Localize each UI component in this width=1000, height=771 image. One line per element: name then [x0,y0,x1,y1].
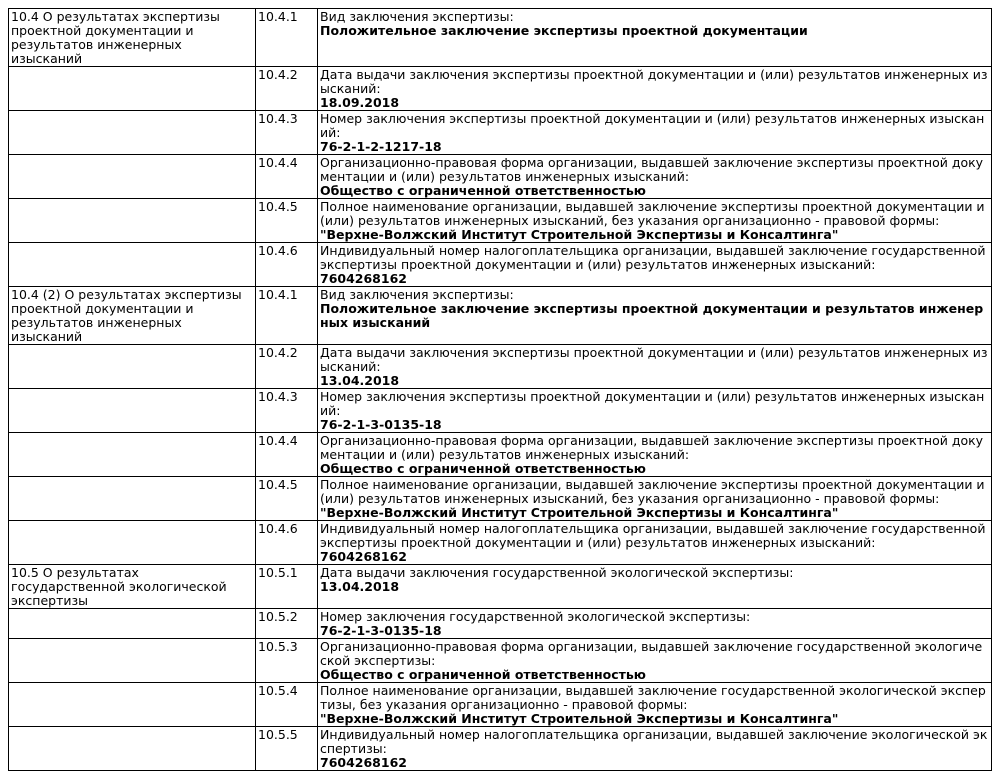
field-value: 7604268162 [320,271,407,286]
row-number-cell: 10.4.6 [256,243,318,287]
row-content-cell [318,111,992,155]
field-value: 13.04.2018 [320,579,400,594]
field-value: 18.09.2018 [320,95,400,110]
field-value: Общество с ограниченной ответственностью [320,461,646,476]
field-value: Общество с ограниченной ответственностью [320,667,646,682]
table-row [9,67,992,111]
field-value: 76-2-1-2-1217-18 [320,139,442,154]
row-number-cell: 10.4.6 [256,521,318,565]
field-label: Номер заключения экспертизы проектной документации и (или) результатов инженерных изысканий: [320,389,985,418]
row-content-cell [318,521,992,565]
row-number-cell: 10.5.2 [256,609,318,639]
section-empty-cell [9,67,256,111]
table-row [9,155,992,199]
field-label: Дата выдачи заключения экспертизы проектной документации и (или) результатов инженерных изысканий: [320,67,988,96]
row-number-cell: 10.4.4 [256,433,318,477]
table-row [9,609,992,639]
row-number-cell: 10.4.2 [256,345,318,389]
field-value: Положительное заключение экспертизы проектной документации [320,23,808,38]
row-number-cell: 10.5.1 [256,565,318,609]
table-row [9,199,992,243]
table-row [9,389,992,433]
row-content-cell [318,243,992,287]
section-title-cell: 10.4 О результатах экспертизы проектной документации и результатов инженерных изысканий [9,9,256,67]
section-empty-cell [9,111,256,155]
field-value: Общество с ограниченной ответственностью [320,183,646,198]
section-empty-cell [9,683,256,727]
field-value: 76-2-1-3-0135-18 [320,623,442,638]
field-value: 13.04.2018 [320,373,400,388]
row-number-cell: 10.4.1 [256,287,318,345]
row-content-cell [318,639,992,683]
section-empty-cell [9,389,256,433]
table-row [9,639,992,683]
section-title-cell: 10.5 О результатах государственной экологической экспертизы [9,565,256,609]
field-label: Полное наименование организации, выдавшей заключение экспертизы проектной документации и (или) результатов инженерных изысканий, без указания организационно - правовой формы: [320,199,985,228]
row-number-cell: 10.5.3 [256,639,318,683]
row-number-cell: 10.5.5 [256,727,318,771]
row-content-cell [318,389,992,433]
field-value: 7604268162 [320,549,407,564]
row-number-cell: 10.4.4 [256,155,318,199]
row-content-cell [318,477,992,521]
field-value: 76-2-1-3-0135-18 [320,417,442,432]
row-content-cell [318,67,992,111]
field-value: 7604268162 [320,755,407,770]
row-number-cell: 10.4.3 [256,111,318,155]
section-empty-cell [9,521,256,565]
row-number-cell: 10.5.4 [256,683,318,727]
table-row [9,683,992,727]
row-number-cell: 10.4.5 [256,199,318,243]
field-label: Организационно-правовая форма организации, выдавшей заключение государственной экологической экспертизы: [320,639,983,668]
field-value: Положительное заключение экспертизы проектной документации и результатов инженерных изысканий [320,301,984,330]
field-value: "Верхне-Волжский Институт Строительной Экспертизы и Консалтинга" [320,227,839,242]
table-row [9,9,992,67]
table-row [9,433,992,477]
section-empty-cell [9,727,256,771]
row-number-cell: 10.4.1 [256,9,318,67]
field-label: Индивидуальный номер налогоплательщика организации, выдавшей заключение государственной экспертизы проектной документации и (или) результатов инженерных изысканий: [320,243,986,272]
field-label: Номер заключения экспертизы проектной документации и (или) результатов инженерных изысканий: [320,111,985,140]
section-empty-cell [9,199,256,243]
row-content-cell [318,9,992,67]
field-label: Организационно-правовая форма организации, выдавшей заключение экспертизы проектной документации и (или) результатов инженерных изысканий: [320,433,984,462]
row-number-cell: 10.4.5 [256,477,318,521]
table-row [9,565,992,609]
section-empty-cell [9,477,256,521]
field-label: Вид заключения экспертизы: [320,287,514,302]
field-label: Организационно-правовая форма организации, выдавшей заключение экспертизы проектной документации и (или) результатов инженерных изысканий: [320,155,984,184]
section-title-cell: 10.4 (2) О результатах экспертизы проектной документации и результатов инженерных изысканий [9,287,256,345]
table-row [9,727,992,771]
section-empty-cell [9,243,256,287]
field-label: Полное наименование организации, выдавшей заключение государственной экологической экспертизы, без указания организационно - правовой формы: [320,683,986,712]
row-content-cell [318,287,992,345]
row-content-cell [318,155,992,199]
field-value: "Верхне-Волжский Институт Строительной Экспертизы и Консалтинга" [320,711,839,726]
row-number-cell: 10.4.2 [256,67,318,111]
section-empty-cell [9,639,256,683]
table-row [9,111,992,155]
section-empty-cell [9,433,256,477]
table-row [9,287,992,345]
field-label: Дата выдачи заключения государственной экологической экспертизы: [320,565,794,580]
row-content-cell [318,683,992,727]
row-content-cell [318,345,992,389]
row-number-cell: 10.4.3 [256,389,318,433]
expertise-table-body [9,9,992,771]
field-label: Индивидуальный номер налогоплательщика организации, выдавшей заключение экологической экспертизы: [320,727,988,756]
table-row [9,477,992,521]
section-empty-cell [9,609,256,639]
field-label: Индивидуальный номер налогоплательщика организации, выдавшей заключение государственной экспертизы проектной документации и (или) результатов инженерных изысканий: [320,521,986,550]
table-row [9,243,992,287]
field-label: Вид заключения экспертизы: [320,9,514,24]
row-content-cell [318,433,992,477]
row-content-cell [318,199,992,243]
field-label: Номер заключения государственной экологической экспертизы: [320,609,751,624]
row-content-cell [318,565,992,609]
field-label: Дата выдачи заключения экспертизы проектной документации и (или) результатов инженерных изысканий: [320,345,988,374]
field-value: "Верхне-Волжский Институт Строительной Экспертизы и Консалтинга" [320,505,839,520]
expertise-results-table [8,8,992,771]
row-content-cell [318,727,992,771]
section-empty-cell [9,345,256,389]
field-label: Полное наименование организации, выдавшей заключение экспертизы проектной документации и (или) результатов инженерных изысканий, без указания организационно - правовой формы: [320,477,985,506]
row-content-cell [318,609,992,639]
table-row [9,521,992,565]
section-empty-cell [9,155,256,199]
table-row [9,345,992,389]
